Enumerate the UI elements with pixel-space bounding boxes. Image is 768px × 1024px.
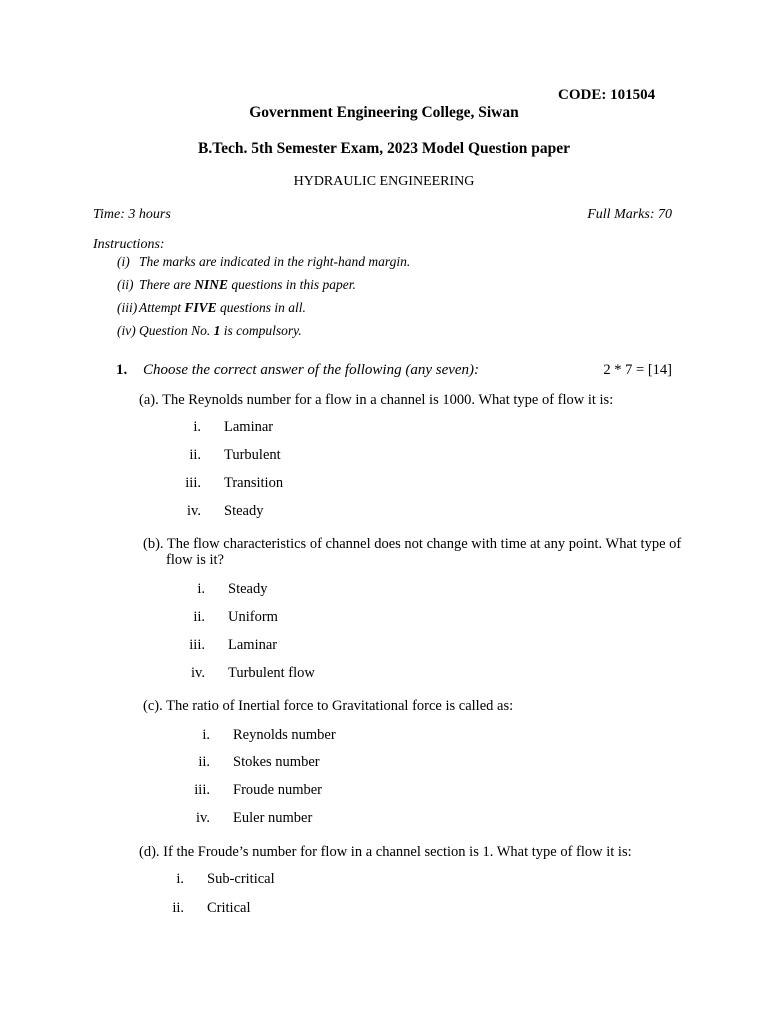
instruction-text: questions in this paper. [228,277,356,292]
option-number: i. [193,419,201,435]
question-part-c: (c). The ratio of Inertial force to Gravitational force is called as: [143,698,514,714]
option-text: Euler number [233,810,313,826]
instruction-num: (ii) [117,277,134,292]
subject-title: HYDRAULIC ENGINEERING [293,174,475,189]
option-number: ii. [198,754,210,770]
option-number: i. [202,727,210,743]
option-text: Steady [224,503,264,519]
option-text: Laminar [224,419,274,435]
option-text: Turbulent flow [228,665,315,681]
question-number: 1. [116,362,128,378]
question-marks: 2 * 7 = [14] [603,362,672,378]
option-number: iii. [194,782,210,798]
option-text: Sub-critical [207,871,275,887]
exam-code: CODE: 101504 [558,87,656,103]
college-name: Government Engineering College, Siwan [249,104,519,121]
option-number: iv. [191,665,205,681]
instruction-text: is compulsory. [220,323,302,338]
option-text: Critical [207,900,251,916]
question-part-d: (d). If the Froude’s number for flow in a channel section is 1. What type of flow it is: [139,844,632,860]
question-part-a: (a). The Reynolds number for a flow in a channel is 1000. What type of flow it is: [139,392,614,408]
instruction-text: There are [139,277,195,292]
instruction-num: (iii) [117,300,138,315]
instructions-heading: Instructions: [93,237,165,252]
question-text: Choose the correct answer of the following (any seven): [143,362,480,378]
option-number: ii. [189,447,201,463]
option-text: Transition [224,475,284,491]
option-number: iii. [189,637,205,653]
instruction-text: Question No. [139,323,214,338]
question-part-b-text: (b). The flow characteristics of channel does not change with time at any point. What type of flow is it? [143,536,682,568]
option-number: ii. [172,900,184,916]
option-number: iii. [185,475,201,491]
instruction-emphasis: FIVE [184,300,217,315]
exam-time: Time: 3 hours [93,207,171,222]
instruction-text: Attempt [139,300,185,315]
option-text: Froude number [233,782,322,798]
option-text: Laminar [228,637,278,653]
instruction-num: (iv) [117,323,136,338]
instruction-item [117,277,356,293]
question-part-b [143,536,682,568]
exam-title: B.Tech. 5th Semester Exam, 2023 Model Question paper [198,140,570,157]
instruction-text: questions in all. [216,300,306,315]
option-text: Steady [228,581,268,597]
option-number: i. [197,581,205,597]
instruction-emphasis: NINE [194,277,229,292]
full-marks: Full Marks: 70 [587,207,672,222]
option-number: ii. [193,609,205,625]
option-text: Reynolds number [233,727,336,743]
option-number: iv. [196,810,210,826]
option-text: Turbulent [224,447,281,463]
option-text: Stokes number [233,754,320,770]
option-number: iv. [187,503,201,519]
instruction-item [117,300,306,316]
instruction-item [117,254,410,270]
option-number: i. [176,871,184,887]
instruction-text: The marks are indicated in the right-hand margin. [139,254,411,269]
option-text: Uniform [228,609,278,625]
instruction-item [117,323,302,339]
instruction-num: (i) [117,254,130,269]
instruction-emphasis: 1 [213,323,221,338]
